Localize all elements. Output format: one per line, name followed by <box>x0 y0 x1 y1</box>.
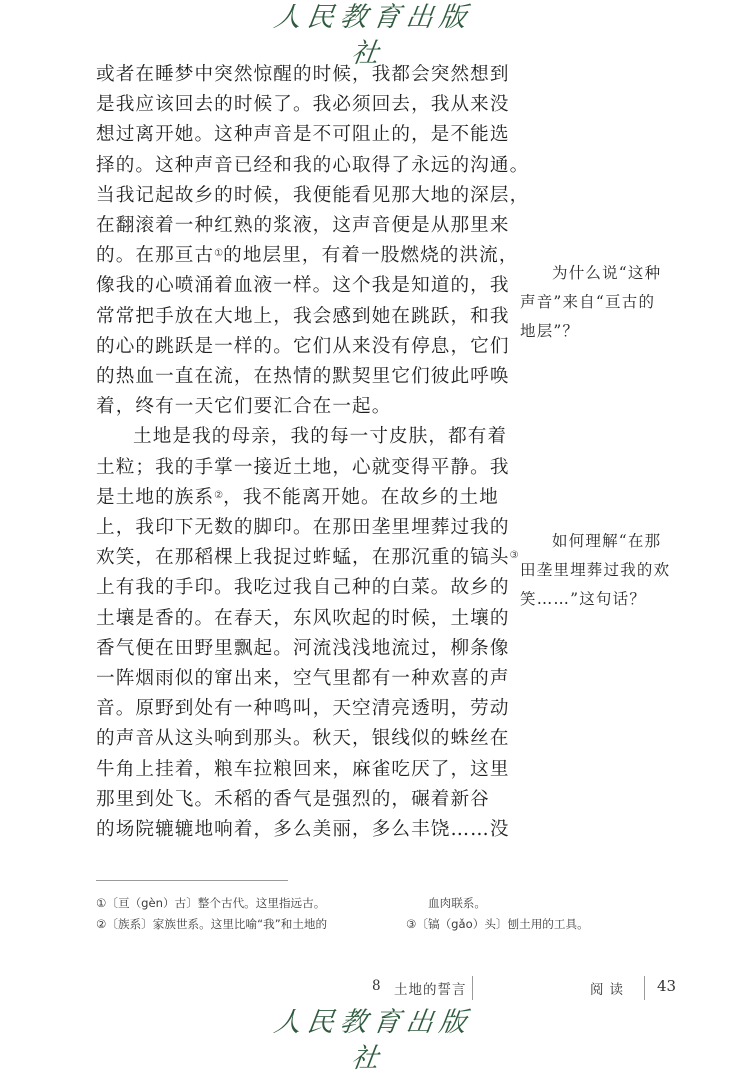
text-line: 想过离开她。这种声音是不可阻止的，是不能选 <box>96 124 510 146</box>
text-line-with-ref <box>96 543 519 573</box>
text-line: 那里到处飞。禾稻的香气是强烈的，碾着新谷 <box>96 788 490 810</box>
chapter-number: 8 <box>372 978 381 994</box>
text-line: 在翻滚着一种红熟的浆液，这声音便是从那里来 <box>96 215 510 237</box>
text-line: 像我的心喷涌着血液一样。这个我是知道的，我 <box>96 275 510 297</box>
text-segment: 欢笑，在那稻棵上我捉过蚱蜢，在那沉重的镐头 <box>96 547 510 569</box>
question-line: 声音”来自“亘古的 <box>520 293 656 311</box>
text-line: 着，终有一天它们要汇合在一起。 <box>96 396 392 418</box>
question-line: 为什么说“这种 <box>552 264 662 282</box>
question-line: 如何理解“在那 <box>552 532 662 550</box>
question-line: 地层”？ <box>520 322 580 340</box>
text-line: 择的。这种声音已经和我的心取得了永远的沟通。 <box>96 154 530 176</box>
page-number: 43 <box>657 977 677 995</box>
question-line: 田垄里埋葬过我的欢 <box>520 561 671 579</box>
footer-divider <box>644 976 645 1000</box>
text-line: 常常把手放在大地上，我会感到她在跳跃，和我 <box>96 305 510 327</box>
publisher-logo-footer: 人民教育出版社 <box>271 1007 475 1074</box>
question-line: 笑……”这句话？ <box>520 590 647 608</box>
paragraph-1 <box>96 60 530 422</box>
text-line: 音。原野到处有一种鸣叫，天空清亮透明，劳动 <box>96 698 510 720</box>
footer-divider <box>472 976 473 1000</box>
text-line: 上有我的手印。我吃过我自己种的白菜。故乡的 <box>96 577 510 599</box>
text-line: 的声音从这头响到那头。秋天，银线似的蛛丝在 <box>96 728 510 750</box>
text-line: 上，我印下无数的脚印。在那田垄里埋葬过我的 <box>96 517 510 539</box>
footnote-ref-1[interactable]: ① <box>214 248 224 260</box>
text-line: 的心的跳跃是一样的。它们从来没有停息，它们 <box>96 335 510 357</box>
footnote-2-continued: 血肉联系。 <box>428 896 486 910</box>
text-line: 的热血一直在流，在热情的默契里它们彼此呼唤 <box>96 366 510 388</box>
text-line: 土地是我的母亲，我的每一寸皮肤，都有着 <box>133 426 508 448</box>
text-line: 土粒；我的手掌一接近土地，心就变得平静。我 <box>96 456 510 478</box>
chapter-title: 土地的誓言 <box>394 982 467 998</box>
text-line: 是我应该回去的时候了。我必须回去，我从来没 <box>96 94 510 116</box>
margin-question-1 <box>520 259 685 346</box>
text-line: 一阵烟雨似的窜出来，空气里都有一种欢喜的声 <box>96 668 510 690</box>
text-line: 的场院辘辘地响着，多么美丽，多么丰饶……没 <box>96 819 510 841</box>
text-line: 土壤是香的。在春天，东风吹起的时候，土壤的 <box>96 607 510 629</box>
section-label: 阅读 <box>590 982 629 998</box>
text-line-with-ref <box>96 483 499 513</box>
text-line: 牛角上挂着，粮车拉粮回来，麻雀吃厌了，这里 <box>96 758 510 780</box>
footnote-1: ①〔亘（gèn）古〕整个古代。这里指远古。 <box>96 896 326 910</box>
publisher-logo-header: 人民教育出版社 <box>271 2 475 69</box>
paragraph-2 <box>96 422 519 845</box>
text-line: 或者在睡梦中突然惊醒的时候，我都会突然想到 <box>96 64 510 85</box>
text-segment: 的。在那亘古 <box>96 245 215 267</box>
text-line: 香气便在田野里飘起。河流浅浅地流过，柳条像 <box>96 637 510 659</box>
page-footer <box>372 974 692 1004</box>
footnote-ref-2[interactable]: ② <box>214 489 224 501</box>
footnote-3: ③〔镐（gǎo）头〕刨土用的工具。 <box>406 917 589 931</box>
text-segment: 是土地的族系 <box>96 486 215 508</box>
main-body-text <box>96 60 530 845</box>
text-segment: ，我不能离开她。在故乡的土地 <box>223 486 499 508</box>
text-segment: 的地层里，有着一股燃烧的洪流， <box>223 245 519 267</box>
footnote-divider <box>96 880 288 881</box>
margin-question-2 <box>520 527 685 614</box>
footnote-2: ②〔族系〕家族世系。这里比喻“我”和土地的 <box>96 917 328 931</box>
footnote-ref-3[interactable]: ③ <box>509 550 519 562</box>
text-line: 当我记起故乡的时候，我便能看见那大地的深层， <box>96 184 530 206</box>
text-line-with-ref <box>96 241 519 271</box>
